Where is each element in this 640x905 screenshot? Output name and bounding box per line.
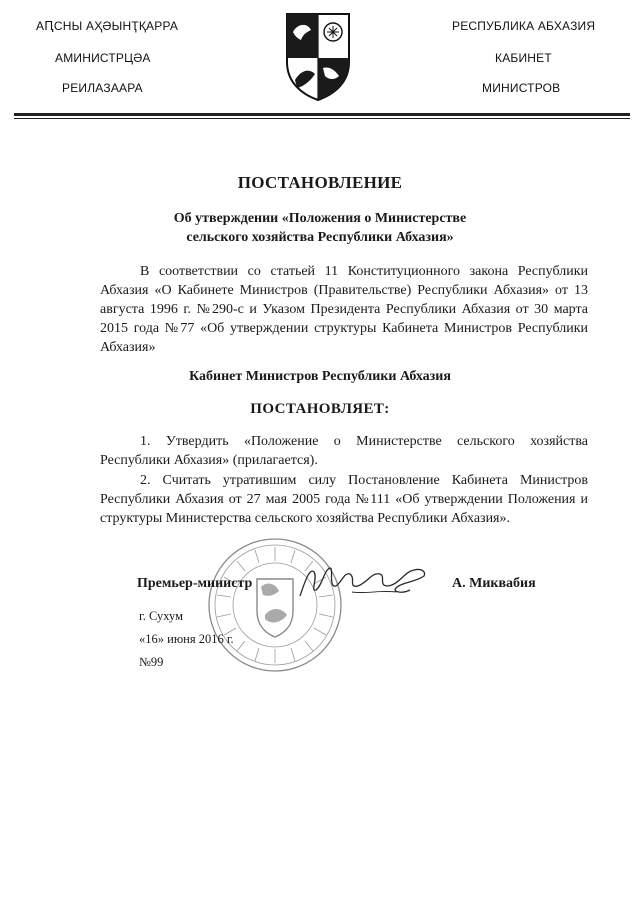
header-right-line2: КАБИНЕТ	[495, 51, 552, 65]
header-left-line1: АԤСНЫ АҲӘЫНҬҚАРРА	[36, 19, 179, 33]
subject-line1: Об утверждении «Положения о Министерстве	[173, 211, 467, 226]
document-number: №99	[139, 655, 164, 669]
item-2: 2. Считать утратившим силу Постановление Кабинета Министров Республики Абхазия от 27 мая 2005 года №111 «Об утверждении Положения и структуры Министерства сельского хозяйства Республики Абхазия».	[100, 473, 588, 526]
header-left-line3: РЕИЛАЗААРА	[62, 81, 143, 95]
subject-line2: сельского хозяйства Республики Абхазия»	[186, 230, 454, 245]
coat-of-arms-icon	[283, 10, 353, 102]
place: г. Сухум	[139, 609, 184, 623]
header-rule-thick	[14, 113, 630, 116]
header-rule-thin	[14, 118, 630, 119]
header-right-line3: МИНИСТРОВ	[482, 81, 561, 95]
signature-icon	[292, 552, 432, 612]
decree-word: ПОСТАНОВЛЯЕТ:	[250, 401, 390, 417]
signatory-position: Премьер-министр	[137, 576, 253, 591]
preamble: В соответствии со статьей 11 Конституционного закона Республики Абхазия «О Кабинете Министров (Правительстве) Республики Абхазия» от 13 августа 1996 г. №290-с и Указом Президента Республики Абхазия от 30 марта 2015 года №77 «Об утверждении структуры Кабинета Министров Республики Абхазия»	[100, 264, 588, 355]
header-right-line1: РЕСПУБЛИКА АБХАЗИЯ	[452, 19, 596, 33]
header-left-line2: АМИНИСТРЦӘА	[55, 51, 151, 65]
document-type: ПОСТАНОВЛЕНИЕ	[237, 173, 403, 192]
date: «16» июня 2016 г.	[139, 632, 234, 646]
signatory-name: А. Миквабия	[452, 576, 536, 591]
issuer: Кабинет Министров Республики Абхазия	[189, 369, 451, 384]
item-1: 1. Утвердить «Положение о Министерстве сельского хозяйства Республики Абхазия» (прилагается).	[100, 434, 588, 468]
